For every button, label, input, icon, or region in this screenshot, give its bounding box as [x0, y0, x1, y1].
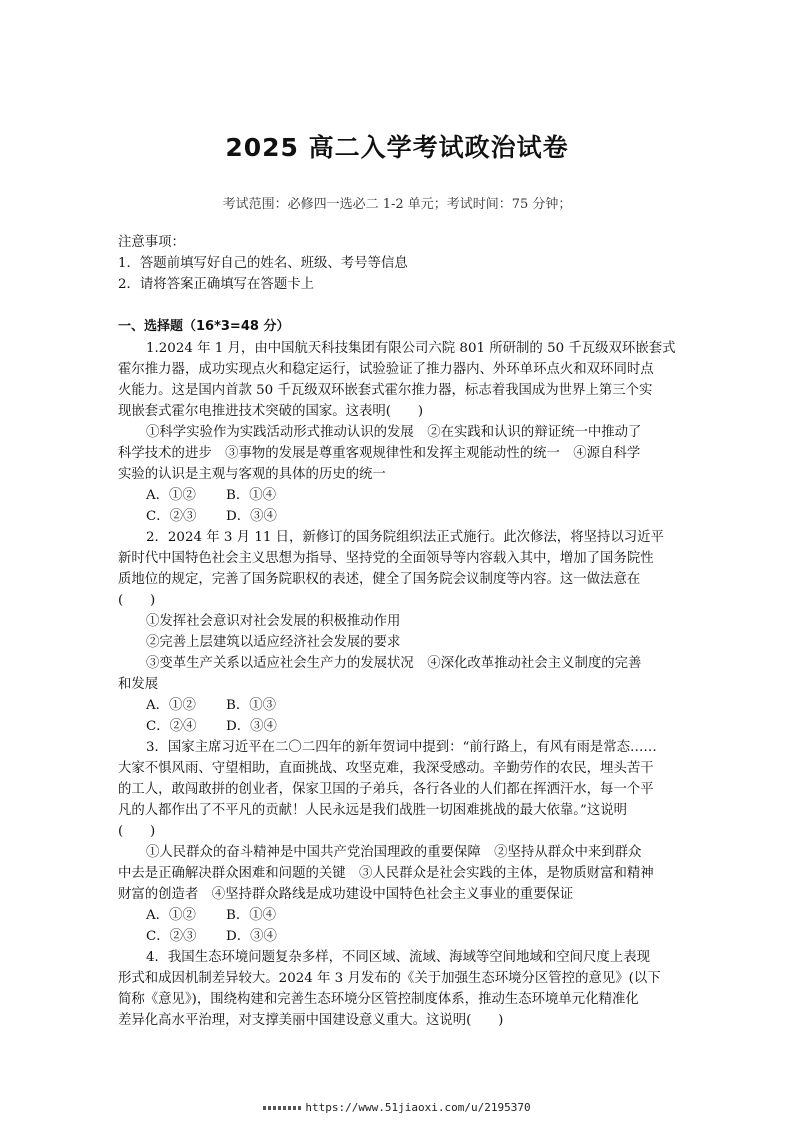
notice-item-1: 1．答题前填写好自己的姓名、班级、考号等信息 [118, 256, 408, 271]
question-4-line: 形式和成因机制差异较大。2024 年 3 月发布的《关于加强生态环境分区管控的意见》(以下 [118, 971, 661, 986]
question-3-line: 凡的人都作出了不平凡的贡献！人民永远是我们战胜一切困难挑战的最大依靠。”这说明 [118, 803, 627, 818]
option-a: A．①② [146, 698, 196, 713]
question-4-line: 4．我国生态环境问题复杂多样，不同区域、流域、海域等空间地域和空间尺度上表现 [146, 950, 650, 965]
question-2-statement: 和发展 [118, 677, 159, 692]
question-2-statement: ②完善上层建筑以适应经济社会发展的要求 [146, 635, 401, 650]
option-d: D．③④ [226, 719, 277, 734]
question-2-statement: ③变革生产关系以适应社会生产力的发展状况 ④深化改革推动社会主义制度的完善 [146, 656, 642, 671]
option-a: A．①② [146, 488, 196, 503]
question-3-statement: 财富的创造者 ④坚持群众路线是成功建设中国特色社会主义事业的重要保证 [118, 887, 574, 902]
question-2-statement: ①发挥社会意识对社会发展的积极推动作用 [146, 614, 401, 629]
question-2-line: 质地位的规定，完善了国务院职权的表述，健全了国务院会议制度等内容。这一做法意在 [118, 572, 641, 587]
question-3-statement: ①人民群众的奋斗精神是中国共产党治国理政的重要保障 ②坚持从群众中来到群众 [146, 845, 642, 860]
question-1-options-row-2 [146, 507, 306, 527]
question-1-statement: ①科学实验作为实践活动形式推动认识的发展 ②在实践和认识的辩证统一中推动了 [146, 425, 642, 440]
question-3-line: ( ) [118, 824, 156, 839]
question-4-line: 简称《意见》)，围绕构建和完善生态环境分区管控制度体系，推动生态环境单元化精准化 [118, 992, 639, 1007]
question-1-options-row-1 [146, 486, 306, 506]
question-2-options-row-2 [146, 717, 306, 737]
question-4-line: 差异化高水平治理，对支撑美丽中国建设意义重大。这说明( ) [118, 1013, 504, 1028]
exam-scope-line: 考试范围：必修四一选必二 1-2 单元；考试时间：75 分钟； [222, 197, 572, 212]
page-title: 2025 高二入学考试政治试卷 [225, 133, 569, 162]
watermark-logo-icon [263, 1106, 301, 1110]
question-2-line: 2．2024 年 3 月 11 日，新修订的国务院组织法正式施行。此次修法，将坚持以习近平 [146, 530, 664, 545]
question-1-line: 现嵌套式霍尔电推进技术突破的国家。这表明( ) [118, 404, 424, 419]
section-heading-choice: 一、选择题（16*3=48 分） [118, 319, 290, 334]
question-2-line: 新时代中国特色社会主义思想为指导、坚持党的全面领导等内容载入其中，增加了国务院性 [118, 551, 654, 566]
question-2-line: ( ) [118, 593, 156, 608]
question-3-line: 的工人，敢闯敢拼的创业者，保家卫国的子弟兵，各行各业的人们都在挥洒汗水，每一个平 [118, 782, 654, 797]
question-1-statement: 实验的认识是主观与客观的具体的历史的统一 [118, 467, 386, 482]
option-c: C．②③ [146, 929, 197, 944]
question-3-line: 3．国家主席习近平在二〇二四年的新年贺词中提到：“前行路上，有风有雨是常态…… [146, 740, 657, 755]
question-3-statement: 中去是正确解决群众困难和问题的关键 ③人民群众是社会实践的主体，是物质财富和精神 [118, 866, 654, 881]
option-d: D．③④ [226, 929, 277, 944]
question-3-line: 大家不惧风雨、守望相助，直面挑战、攻坚克难，我深受感动。辛勤劳作的农民，埋头苦干 [118, 761, 654, 776]
question-1-line: 1.2024 年 1 月，由中国航天科技集团有限公司六院 801 所研制的 50 千瓦级双环嵌套式 [146, 341, 676, 356]
question-1-line: 火能力。这是国内首款 50 千瓦级双环嵌套式霍尔推力器，标志着我国成为世界上第三个实 [118, 383, 653, 398]
question-3-options-row-2 [146, 927, 306, 947]
notice-header: 注意事项： [118, 235, 185, 250]
option-b: B．①③ [226, 698, 277, 713]
option-b: B．①④ [226, 908, 277, 923]
option-c: C．②④ [146, 719, 197, 734]
question-2-options-row-1 [146, 696, 306, 716]
question-1-line: 霍尔推力器，成功实现点火和稳定运行，试验验证了推力器内、外环单环点火和双环同时点 [118, 362, 654, 377]
option-c: C．②③ [146, 509, 197, 524]
question-3-options-row-1 [146, 906, 306, 926]
option-b: B．①④ [226, 488, 277, 503]
option-a: A．①② [146, 908, 196, 923]
question-1-statement: 科学技术的进步 ③事物的发展是尊重客观规律性和发挥主观能动性的统一 ④源自科学 [118, 446, 641, 461]
footer-watermark [0, 1101, 794, 1114]
option-d: D．③④ [226, 509, 277, 524]
notice-item-2: 2．请将答案正确填写在答题卡上 [118, 277, 314, 292]
footer-url[interactable]: https://www.51jiaoxi.com/u/2195370 [305, 1101, 531, 1114]
